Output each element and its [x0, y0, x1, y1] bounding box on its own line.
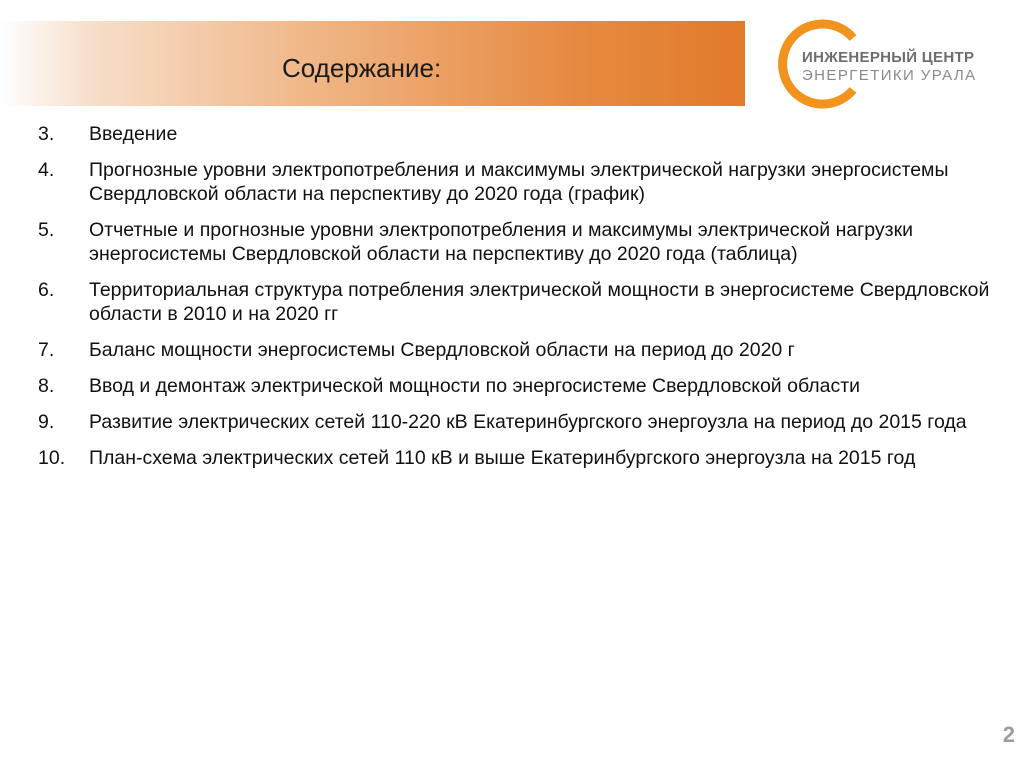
- toc-item-number: 8.: [38, 375, 55, 397]
- logo-line-2: ЭНЕРГЕТИКИ УРАЛА: [802, 67, 977, 84]
- toc-item: [38, 278, 998, 326]
- toc-item-number: 10.: [38, 447, 66, 469]
- toc-item-text: Территориальная структура потребления электрической мощности в энергосистеме Свердловской области в 2010 и на 2020 гг: [89, 279, 990, 325]
- toc-item-number: 7.: [38, 339, 55, 361]
- toc-item-number: 4.: [38, 159, 55, 181]
- toc-item-text: Баланс мощности энергосистемы Свердловской области на период до 2020 г: [89, 339, 795, 361]
- company-logo: [802, 49, 977, 85]
- toc-item: [38, 122, 998, 146]
- slide-title: Содержание:: [282, 53, 442, 83]
- toc-item: [38, 158, 998, 206]
- toc-item-text: План-схема электрических сетей 110 кВ и выше Екатеринбургского энергоузла на 2015 год: [89, 447, 916, 469]
- toc-item: [38, 218, 998, 266]
- toc-item-number: 6.: [38, 279, 55, 301]
- toc-item-number: 9.: [38, 411, 55, 433]
- toc-item-text: Введение: [89, 123, 178, 145]
- toc-item-text: Развитие электрических сетей 110-220 кВ Екатеринбургского энергоузла на период до 2015 года: [89, 411, 967, 433]
- logo-line-1: ИНЖЕНЕРНЫЙ ЦЕНТР: [802, 49, 975, 66]
- toc-item: [38, 338, 998, 362]
- toc-item: [38, 410, 998, 434]
- toc-item-number: 3.: [38, 123, 55, 145]
- table-of-contents: [38, 122, 998, 482]
- toc-item-text: Ввод и демонтаж электрической мощности по энергосистеме Свердловской области: [89, 375, 861, 397]
- toc-item-text: Прогнозные уровни электропотребления и максимумы электрической нагрузки энергосистемы Свердловской области на перспективу до 2020 года (график): [89, 159, 949, 205]
- toc-item: [38, 374, 998, 398]
- toc-item: [38, 446, 998, 470]
- toc-item-text: Отчетные и прогнозные уровни электропотребления и максимумы электрической нагрузки энергосистемы Свердловской области на перспективу до 2020 года (таблица): [89, 219, 914, 265]
- page-number: 2: [1002, 722, 1015, 747]
- toc-item-number: 5.: [38, 219, 55, 241]
